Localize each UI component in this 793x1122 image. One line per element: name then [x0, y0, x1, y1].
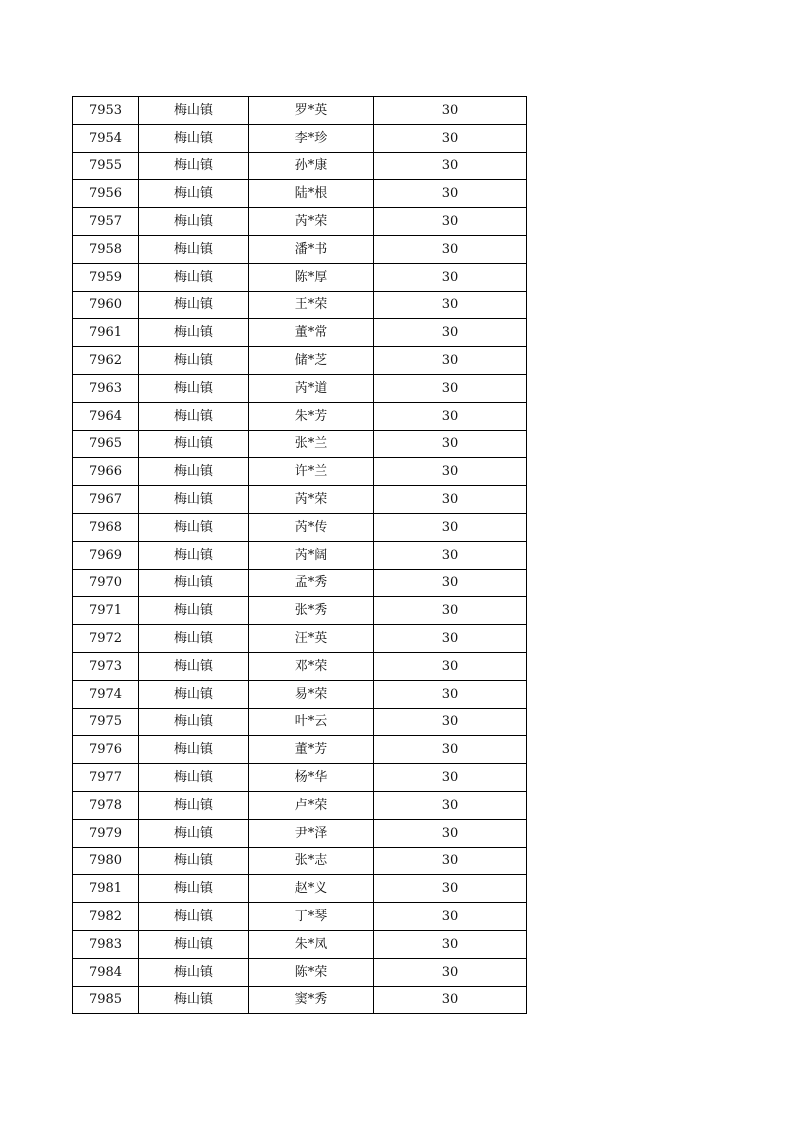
town-cell: 梅山镇 [139, 847, 249, 875]
name-cell: 许*兰 [249, 458, 374, 486]
amount-cell: 30 [374, 513, 527, 541]
table-row [73, 402, 527, 430]
table-row [73, 208, 527, 236]
town-cell: 梅山镇 [139, 708, 249, 736]
name-cell: 孟*秀 [249, 569, 374, 597]
table-row [73, 319, 527, 347]
row-number-cell: 7978 [73, 791, 139, 819]
row-number-cell: 7965 [73, 430, 139, 458]
name-cell: 邓*荣 [249, 652, 374, 680]
table-row [73, 180, 527, 208]
table-row [73, 903, 527, 931]
table-row [73, 736, 527, 764]
row-number-cell: 7973 [73, 652, 139, 680]
town-cell: 梅山镇 [139, 569, 249, 597]
table-row [73, 764, 527, 792]
table-row [73, 541, 527, 569]
row-number-cell: 7979 [73, 819, 139, 847]
name-cell: 王*荣 [249, 291, 374, 319]
amount-cell: 30 [374, 708, 527, 736]
name-cell: 易*荣 [249, 680, 374, 708]
amount-cell: 30 [374, 625, 527, 653]
town-cell: 梅山镇 [139, 402, 249, 430]
town-cell: 梅山镇 [139, 625, 249, 653]
town-cell: 梅山镇 [139, 291, 249, 319]
amount-cell: 30 [374, 208, 527, 236]
row-number-cell: 7984 [73, 958, 139, 986]
table-row [73, 263, 527, 291]
name-cell: 尹*泽 [249, 819, 374, 847]
amount-cell: 30 [374, 680, 527, 708]
table-row [73, 235, 527, 263]
row-number-cell: 7968 [73, 513, 139, 541]
town-cell: 梅山镇 [139, 152, 249, 180]
row-number-cell: 7970 [73, 569, 139, 597]
name-cell: 芮*传 [249, 513, 374, 541]
row-number-cell: 7985 [73, 986, 139, 1014]
town-cell: 梅山镇 [139, 347, 249, 375]
row-number-cell: 7972 [73, 625, 139, 653]
row-number-cell: 7967 [73, 486, 139, 514]
table-row [73, 347, 527, 375]
amount-cell: 30 [374, 764, 527, 792]
town-cell: 梅山镇 [139, 791, 249, 819]
row-number-cell: 7980 [73, 847, 139, 875]
amount-cell: 30 [374, 97, 527, 125]
name-cell: 丁*琴 [249, 903, 374, 931]
name-cell: 张*志 [249, 847, 374, 875]
row-number-cell: 7958 [73, 235, 139, 263]
amount-cell: 30 [374, 263, 527, 291]
town-cell: 梅山镇 [139, 819, 249, 847]
row-number-cell: 7964 [73, 402, 139, 430]
town-cell: 梅山镇 [139, 958, 249, 986]
amount-cell: 30 [374, 791, 527, 819]
amount-cell: 30 [374, 235, 527, 263]
amount-cell: 30 [374, 569, 527, 597]
town-cell: 梅山镇 [139, 319, 249, 347]
row-number-cell: 7960 [73, 291, 139, 319]
table-row [73, 986, 527, 1014]
row-number-cell: 7957 [73, 208, 139, 236]
name-cell: 董*芳 [249, 736, 374, 764]
row-number-cell: 7982 [73, 903, 139, 931]
town-cell: 梅山镇 [139, 903, 249, 931]
table-row [73, 486, 527, 514]
name-cell: 陈*荣 [249, 958, 374, 986]
name-cell: 罗*英 [249, 97, 374, 125]
table-row [73, 124, 527, 152]
row-number-cell: 7963 [73, 374, 139, 402]
town-cell: 梅山镇 [139, 263, 249, 291]
amount-cell: 30 [374, 347, 527, 375]
table-row [73, 513, 527, 541]
town-cell: 梅山镇 [139, 680, 249, 708]
name-cell: 赵*义 [249, 875, 374, 903]
row-number-cell: 7956 [73, 180, 139, 208]
name-cell: 朱*凤 [249, 930, 374, 958]
amount-cell: 30 [374, 430, 527, 458]
town-cell: 梅山镇 [139, 124, 249, 152]
table-row [73, 958, 527, 986]
name-cell: 芮*阔 [249, 541, 374, 569]
row-number-cell: 7976 [73, 736, 139, 764]
amount-cell: 30 [374, 374, 527, 402]
town-cell: 梅山镇 [139, 458, 249, 486]
table-row [73, 875, 527, 903]
name-cell: 陈*厚 [249, 263, 374, 291]
town-cell: 梅山镇 [139, 541, 249, 569]
town-cell: 梅山镇 [139, 736, 249, 764]
table-row [73, 374, 527, 402]
amount-cell: 30 [374, 180, 527, 208]
row-number-cell: 7975 [73, 708, 139, 736]
name-cell: 卢*荣 [249, 791, 374, 819]
table-row [73, 569, 527, 597]
table-row [73, 791, 527, 819]
town-cell: 梅山镇 [139, 97, 249, 125]
table-row [73, 819, 527, 847]
name-cell: 朱*芳 [249, 402, 374, 430]
name-cell: 李*珍 [249, 124, 374, 152]
name-cell: 汪*英 [249, 625, 374, 653]
name-cell: 杨*华 [249, 764, 374, 792]
roster-table [72, 96, 527, 1014]
table-row [73, 152, 527, 180]
town-cell: 梅山镇 [139, 986, 249, 1014]
name-cell: 叶*云 [249, 708, 374, 736]
town-cell: 梅山镇 [139, 764, 249, 792]
row-number-cell: 7961 [73, 319, 139, 347]
name-cell: 芮*荣 [249, 208, 374, 236]
table-row [73, 652, 527, 680]
row-number-cell: 7983 [73, 930, 139, 958]
row-number-cell: 7962 [73, 347, 139, 375]
row-number-cell: 7954 [73, 124, 139, 152]
town-cell: 梅山镇 [139, 930, 249, 958]
name-cell: 芮*道 [249, 374, 374, 402]
town-cell: 梅山镇 [139, 208, 249, 236]
amount-cell: 30 [374, 597, 527, 625]
table-row [73, 430, 527, 458]
amount-cell: 30 [374, 847, 527, 875]
amount-cell: 30 [374, 958, 527, 986]
row-number-cell: 7977 [73, 764, 139, 792]
row-number-cell: 7959 [73, 263, 139, 291]
table-row [73, 97, 527, 125]
town-cell: 梅山镇 [139, 235, 249, 263]
town-cell: 梅山镇 [139, 486, 249, 514]
amount-cell: 30 [374, 652, 527, 680]
name-cell: 陆*根 [249, 180, 374, 208]
town-cell: 梅山镇 [139, 430, 249, 458]
table-row [73, 597, 527, 625]
name-cell: 储*芝 [249, 347, 374, 375]
name-cell: 窦*秀 [249, 986, 374, 1014]
roster-body [73, 97, 527, 1014]
amount-cell: 30 [374, 736, 527, 764]
amount-cell: 30 [374, 291, 527, 319]
row-number-cell: 7953 [73, 97, 139, 125]
row-number-cell: 7981 [73, 875, 139, 903]
table-row [73, 458, 527, 486]
row-number-cell: 7971 [73, 597, 139, 625]
amount-cell: 30 [374, 152, 527, 180]
table-row [73, 625, 527, 653]
row-number-cell: 7966 [73, 458, 139, 486]
amount-cell: 30 [374, 319, 527, 347]
table-row [73, 708, 527, 736]
amount-cell: 30 [374, 986, 527, 1014]
amount-cell: 30 [374, 402, 527, 430]
name-cell: 潘*书 [249, 235, 374, 263]
town-cell: 梅山镇 [139, 513, 249, 541]
amount-cell: 30 [374, 819, 527, 847]
table-row [73, 930, 527, 958]
town-cell: 梅山镇 [139, 374, 249, 402]
name-cell: 张*兰 [249, 430, 374, 458]
row-number-cell: 7955 [73, 152, 139, 180]
amount-cell: 30 [374, 124, 527, 152]
town-cell: 梅山镇 [139, 597, 249, 625]
table-row [73, 291, 527, 319]
name-cell: 张*秀 [249, 597, 374, 625]
amount-cell: 30 [374, 903, 527, 931]
town-cell: 梅山镇 [139, 180, 249, 208]
town-cell: 梅山镇 [139, 875, 249, 903]
town-cell: 梅山镇 [139, 652, 249, 680]
amount-cell: 30 [374, 875, 527, 903]
amount-cell: 30 [374, 930, 527, 958]
row-number-cell: 7969 [73, 541, 139, 569]
name-cell: 董*常 [249, 319, 374, 347]
name-cell: 芮*荣 [249, 486, 374, 514]
table-row [73, 680, 527, 708]
amount-cell: 30 [374, 541, 527, 569]
amount-cell: 30 [374, 458, 527, 486]
amount-cell: 30 [374, 486, 527, 514]
table-row [73, 847, 527, 875]
name-cell: 孙*康 [249, 152, 374, 180]
row-number-cell: 7974 [73, 680, 139, 708]
